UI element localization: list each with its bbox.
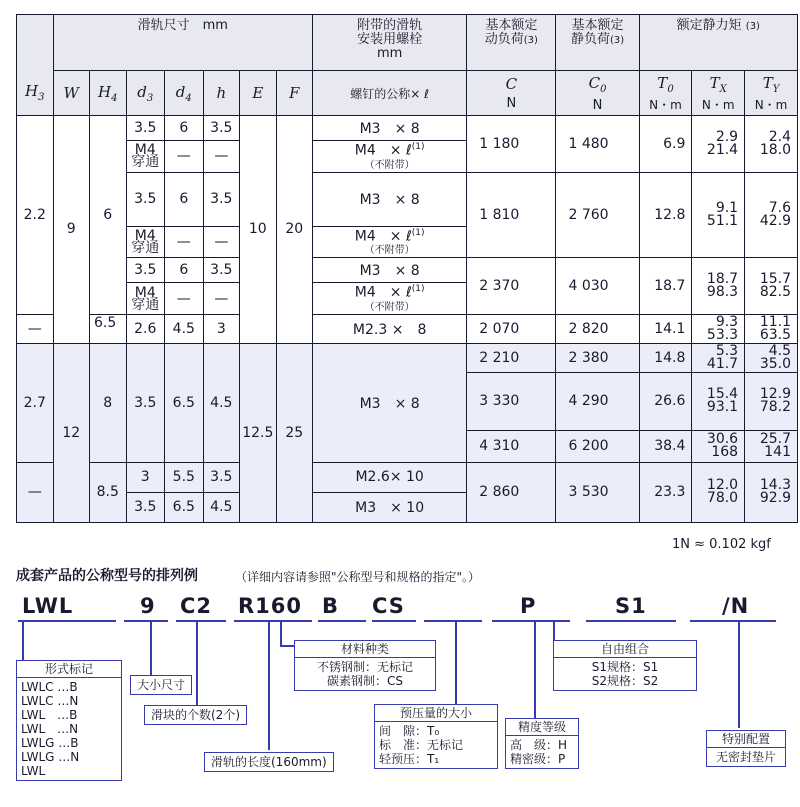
list-item: S1规格：S1	[591, 660, 659, 674]
table-cell: 3 330	[467, 372, 556, 430]
table-cell: 3.5	[203, 258, 240, 283]
connector	[280, 620, 282, 646]
list-item: 碳素钢制：CS	[327, 674, 403, 688]
underline	[690, 620, 776, 622]
table-cell: 18.7	[639, 258, 692, 315]
table-cell: 10	[240, 116, 277, 344]
underline	[234, 620, 312, 622]
col-c0: $C_0$ N	[556, 71, 639, 116]
table-cell: —	[17, 314, 54, 343]
table-cell: 9	[53, 116, 90, 344]
table-cell: 2 760	[556, 172, 639, 258]
table-cell: 3.5	[203, 172, 240, 226]
list-item: LWLG …N	[21, 750, 80, 764]
table-cell: 3.5	[126, 258, 165, 283]
table-cell: 2.6	[126, 314, 165, 343]
material-list	[295, 658, 435, 690]
table-cell: M3 × 8	[313, 258, 467, 283]
form-list	[17, 678, 121, 780]
list-item: 精密级：P	[510, 752, 566, 766]
table-cell: M3 × 8	[313, 116, 467, 141]
table-cell: 15.7 82.5	[745, 258, 798, 315]
col-f: F	[276, 71, 313, 116]
underline	[124, 620, 168, 622]
col-c: C N	[467, 71, 556, 116]
table-cell: M4 × ℓ$^{(1)}$ （不附带）	[313, 283, 467, 315]
table-cell: 1 180	[467, 116, 556, 173]
table-cell: 38.4	[639, 430, 692, 462]
table-cell: 12	[53, 343, 90, 522]
list-item: 高 级：H	[510, 738, 568, 752]
connector	[534, 620, 536, 718]
table-cell: 3.5	[203, 462, 240, 492]
table-cell: 3.5	[126, 492, 165, 522]
col-w: W	[53, 71, 90, 116]
special-title: 特别配置	[707, 731, 785, 748]
table-cell: 6.9	[639, 116, 692, 173]
table-cell: 20	[276, 116, 313, 344]
rail-length-box: 滑轨的长度(160mm)	[204, 752, 334, 772]
col-d3: $d_3$	[126, 71, 165, 116]
table-cell: 3	[126, 462, 165, 492]
code-special: /N	[722, 594, 750, 618]
underline	[492, 620, 570, 622]
table-cell: 4.5	[203, 343, 240, 462]
preload-list	[375, 722, 497, 768]
col-h: h	[203, 71, 240, 116]
table-cell: 2 370	[467, 258, 556, 315]
table-cell: 23.3	[639, 462, 692, 522]
table-cell: 6	[165, 258, 204, 283]
preload-title: 预压量的大小	[375, 705, 497, 722]
col-e: E	[240, 71, 277, 116]
table-cell: M4 × ℓ$^{(1)}$ （不附带）	[313, 226, 467, 258]
table-cell: M3 × 8	[313, 172, 467, 226]
special-list	[707, 748, 785, 766]
code-lwl: LWL	[22, 594, 74, 618]
table-cell: 6.5	[165, 343, 204, 462]
col-d4: $d_4$	[165, 71, 204, 116]
table-cell: 5.5	[165, 462, 204, 492]
table-cell: 15.4 93.1	[692, 372, 745, 430]
table-cell: 25.7 141	[745, 430, 798, 462]
table-cell: 14.8	[639, 343, 692, 372]
table-cell: 2 070	[467, 314, 556, 343]
list-item: 间 隙：T₀	[379, 724, 440, 738]
table-cell: 7.6 42.9	[745, 172, 798, 258]
col-tx: $T_X$ N・m	[692, 71, 745, 116]
combo-box	[553, 640, 697, 691]
table-cell: 3	[203, 314, 240, 343]
col-bolt: 螺钉的公称× ℓ	[313, 71, 467, 116]
header-blank	[17, 15, 54, 71]
table-cell: 2 210	[467, 343, 556, 372]
naming-note: （详细内容请参照"公称型号和规格的指定"。）	[235, 570, 481, 584]
material-title: 材料种类	[295, 641, 435, 658]
table-cell: 6 200	[556, 430, 639, 462]
table-cell: —	[203, 141, 240, 173]
list-item: 无密封垫片	[715, 750, 776, 764]
table-cell: 18.7 98.3	[692, 258, 745, 315]
table-cell: 2 380	[556, 343, 639, 372]
col-h3: $H_3$	[17, 71, 54, 116]
table-cell: 2.7	[17, 343, 54, 462]
table-cell: M4 × ℓ$^{(1)}$ （不附带）	[313, 141, 467, 173]
table-cell: 4.5 35.0	[745, 343, 798, 372]
table-cell: —	[165, 141, 204, 173]
unit-conversion: 1N ≈ 0.102 kgf	[672, 537, 771, 552]
list-item: LWLC …N	[21, 694, 79, 708]
table-cell: —	[165, 283, 204, 315]
table-cell: 3.5	[126, 343, 165, 462]
header-static-load: 基本额定 静负荷(3)	[556, 15, 639, 71]
table-cell: M2.3 × 8	[313, 314, 467, 343]
code-blocks: C2	[180, 594, 213, 618]
table-cell: 2.9 21.4	[692, 116, 745, 173]
table-cell: 2 820	[556, 314, 639, 343]
header-rail-dims: 滑轨尺寸 mm	[53, 15, 313, 71]
table-cell: 8.5	[90, 462, 127, 522]
table-cell: M4 穿通	[126, 283, 165, 315]
combo-title: 自由组合	[554, 641, 696, 658]
list-item: LWL …N	[21, 722, 79, 736]
table-cell: 4.5	[165, 314, 204, 343]
table-cell: 4 310	[467, 430, 556, 462]
list-item: 标 准：无标记	[379, 738, 464, 752]
col-t0: $T_0$ N・m	[639, 71, 692, 116]
form-title: 形式标记	[17, 661, 121, 678]
list-item: LWLC …B	[21, 680, 78, 694]
connector	[268, 620, 270, 750]
connector	[196, 620, 198, 705]
table-cell: 12.5	[240, 343, 277, 522]
table-cell: 6	[165, 116, 204, 141]
table-cell: —	[203, 226, 240, 258]
list-item: 不锈钢制：无标记	[316, 660, 413, 674]
table-cell: M3 × 10	[313, 492, 467, 522]
table-cell: 2.2	[17, 116, 54, 315]
code-size: 9	[140, 594, 156, 618]
table-cell: M4 穿通	[126, 226, 165, 258]
header-bolt: 附带的滑轨 安装用螺栓 mm	[313, 15, 467, 71]
table-cell: 30.6 168	[692, 430, 745, 462]
table-cell: 3 530	[556, 462, 639, 522]
table-cell: 9.3 53.3	[692, 314, 745, 343]
table-cell: 12.0 78.0	[692, 462, 745, 522]
table-cell: 6.5	[90, 314, 127, 343]
form-box	[16, 660, 122, 781]
naming-title: 成套产品的公称型号的排列例	[16, 568, 198, 584]
blocks-box: 滑块的个数(2个)	[144, 705, 247, 725]
header-dynamic-load: 基本额定 动负荷(3)	[467, 15, 556, 71]
special-box	[706, 730, 786, 767]
table-cell: —	[17, 462, 54, 522]
underline	[318, 620, 366, 622]
accuracy-box	[505, 718, 579, 769]
connector	[22, 620, 24, 660]
list-item: 轻预压：T₁	[379, 752, 440, 766]
code-material: CS	[372, 594, 405, 618]
table-cell: 9.1 51.1	[692, 172, 745, 258]
table-cell: M3 × 8	[313, 343, 467, 462]
table-cell: 4.5	[203, 492, 240, 522]
table-cell: 26.6	[639, 372, 692, 430]
table-cell: 3.5	[126, 172, 165, 226]
table-cell: 5.3 41.7	[692, 343, 745, 372]
code-rail-length: R160	[238, 594, 303, 618]
connector	[738, 620, 740, 728]
list-item: LWLG …B	[21, 736, 79, 750]
connector	[150, 620, 152, 675]
table-cell: 3.5	[126, 116, 165, 141]
connector	[280, 645, 294, 647]
table-cell: 14.3 92.9	[745, 462, 798, 522]
table-cell: —	[203, 283, 240, 315]
table-cell: 2 860	[467, 462, 556, 522]
table-cell: 4 030	[556, 258, 639, 315]
connector	[455, 620, 457, 705]
header-moment: 额定静力矩 (3)	[639, 15, 797, 71]
spec-table	[16, 14, 798, 523]
table-cell: 11.1 63.5	[745, 314, 798, 343]
material-box	[294, 640, 436, 691]
table-cell: 12.9 78.2	[745, 372, 798, 430]
col-ty: $T_Y$ N・m	[745, 71, 798, 116]
table-cell: 2.4 18.0	[745, 116, 798, 173]
size-box: 大小尺寸	[130, 675, 192, 695]
table-cell: 1 480	[556, 116, 639, 173]
table-cell: 12.8	[639, 172, 692, 258]
list-item: LWL …B	[21, 708, 78, 722]
table-cell: —	[165, 226, 204, 258]
underline	[424, 620, 482, 622]
table-cell: 3.5	[203, 116, 240, 141]
table-cell: 4 290	[556, 372, 639, 430]
code-combo: S1	[615, 594, 647, 618]
code-b: B	[322, 594, 340, 618]
underline	[176, 620, 226, 622]
code-accuracy: P	[520, 594, 537, 618]
combo-list	[554, 658, 696, 690]
table-cell: M4 穿通	[126, 141, 165, 173]
table-cell: 14.1	[639, 314, 692, 343]
underline	[18, 620, 116, 622]
table-cell: 8	[90, 343, 127, 462]
table-cell: 6	[90, 116, 127, 315]
table-cell: 1 810	[467, 172, 556, 258]
underline	[586, 620, 676, 622]
col-h4: $H_4$	[90, 71, 127, 116]
table-cell: 25	[276, 343, 313, 522]
table-cell: 6.5	[165, 492, 204, 522]
table-cell: 6	[165, 172, 204, 226]
preload-box	[374, 704, 498, 769]
underline	[372, 620, 416, 622]
list-item: LWL	[21, 764, 46, 778]
accuracy-list	[506, 736, 578, 768]
list-item: S2规格：S2	[591, 674, 659, 688]
table-cell: M2.6× 10	[313, 462, 467, 492]
accuracy-title: 精度等级	[506, 719, 578, 736]
